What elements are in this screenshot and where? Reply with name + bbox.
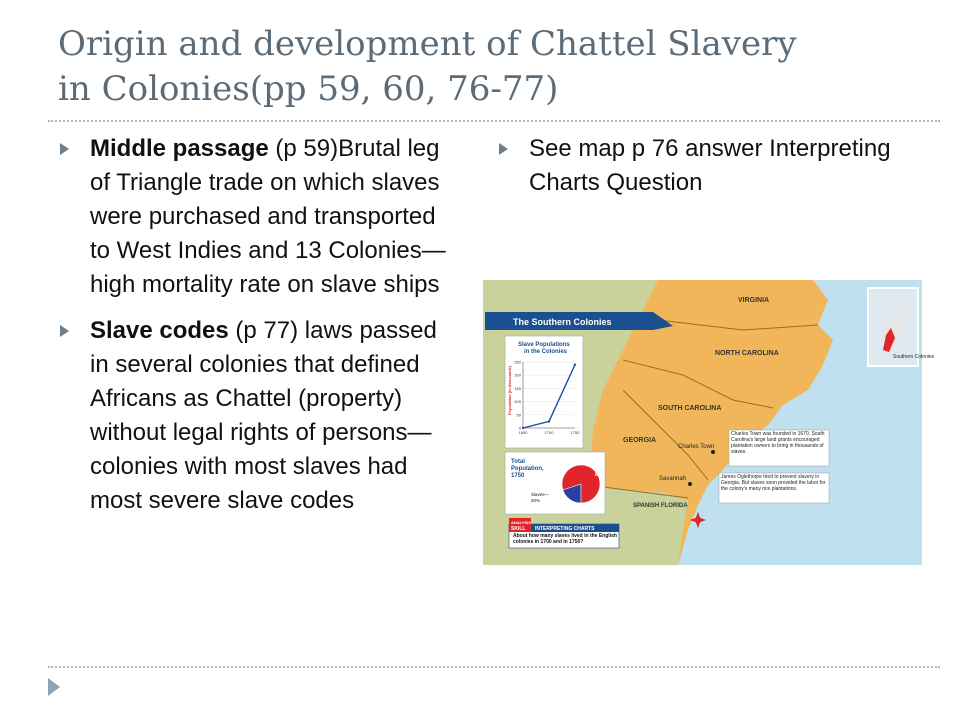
pie-label-majority: 80% [595, 472, 606, 478]
bullet-triangle-icon [60, 143, 69, 155]
skill-question-wrap [513, 533, 617, 547]
y-tick-label: 200 [514, 372, 521, 378]
title-line-1: Origin and development of Chattel Slavery [58, 24, 797, 64]
title-divider [48, 120, 940, 122]
bullet-text: See map p 76 answer Interpreting Charts Question [529, 135, 891, 196]
label-virginia: VIRGINIA [738, 297, 770, 304]
label-north-carolina: NORTH CAROLINA [715, 350, 779, 357]
x-tick-label: 1650 [518, 430, 528, 435]
y-tick-label: 150 [514, 385, 521, 391]
callout-charles-town-text-wrap [731, 431, 828, 466]
y-tick-label: 100 [514, 399, 521, 405]
y-axis-label: Population (in thousands) [507, 365, 512, 415]
slide-title [58, 22, 918, 112]
pie-title-3: 1750 [511, 473, 525, 479]
bullet-triangle-icon [499, 143, 508, 155]
savannah-marker [688, 482, 692, 486]
pie-title-1: Total [511, 459, 525, 465]
callout-oglethorpe-text-wrap [721, 474, 828, 503]
x-tick-label: 1750 [570, 430, 580, 435]
label-georgia: GEORGIA [623, 437, 657, 444]
skill-badge-top: ANALYSIS [511, 520, 531, 525]
inset-label: Southern Colonies [893, 354, 935, 360]
map-banner-title: The Southern Colonies [513, 317, 612, 327]
line-chart-title-2: in the Colonies [524, 349, 568, 355]
data-point [548, 420, 550, 422]
right-column [497, 132, 937, 212]
bullet-term: Middle passage [90, 135, 269, 162]
y-tick-label: 0 [518, 425, 521, 431]
x-tick-label: 1700 [544, 430, 554, 435]
pie-label-slaves: Slaves— [531, 492, 550, 497]
bullet-see-map [497, 132, 937, 200]
title-line-2: in Colonies(pp 59, 60, 76-77) [58, 69, 559, 109]
label-charles-town: Charles Town [678, 444, 715, 450]
bullet-slave-codes [58, 314, 458, 518]
left-column [58, 132, 458, 530]
bullet-triangle-icon [60, 325, 69, 337]
pie-title-2: Population, [511, 466, 544, 472]
data-point [522, 427, 524, 429]
footer-triangle-icon [48, 678, 60, 696]
bullet-text: (p 77) laws passed in several colonies that defined Africans as Chattel (property) without legal rights of persons— colonies with most slaves had most severe slave codes [90, 317, 437, 514]
map-figure [483, 280, 935, 565]
data-point [574, 363, 576, 365]
callout-oglethorpe-text: James Oglethorpe tried to prevent slavery in Georgia. But slaves soon provided the labor for the colony's many rice plantations. [721, 474, 826, 492]
line-chart-title-1: Slave Populations [518, 342, 570, 348]
southern-colonies-map [483, 280, 935, 565]
label-spanish-florida: SPANISH FLORIDA [633, 503, 688, 509]
skill-heading: INTERPRETING CHARTS [535, 526, 595, 532]
y-tick-label: 50 [516, 412, 521, 418]
callout-charles-town-text: Charles Town was founded in 1670. South Carolina's large land grants encouraged plantation owners to bring in thousands of slaves. [731, 431, 825, 455]
skill-badge-bottom: SKILL [511, 526, 526, 532]
bullet-middle-passage [58, 132, 458, 302]
label-south-carolina: SOUTH CAROLINA [658, 405, 722, 412]
label-savannah: Savannah [659, 476, 687, 482]
y-tick-label: 250 [514, 359, 521, 365]
charles-town-marker [711, 450, 715, 454]
footer-divider [48, 666, 940, 668]
skill-question: About how many slaves lived in the English colonies in 1700 and in 1750? [513, 533, 617, 545]
bullet-term: Slave codes [90, 317, 229, 344]
bullet-text: (p 59)Brutal leg of Triangle trade on which slaves were purchased and transported to West Indies and 13 Colonies—high mortality rate on slave ships [90, 135, 446, 298]
pie-label-slaves-pct: 20% [531, 498, 541, 503]
